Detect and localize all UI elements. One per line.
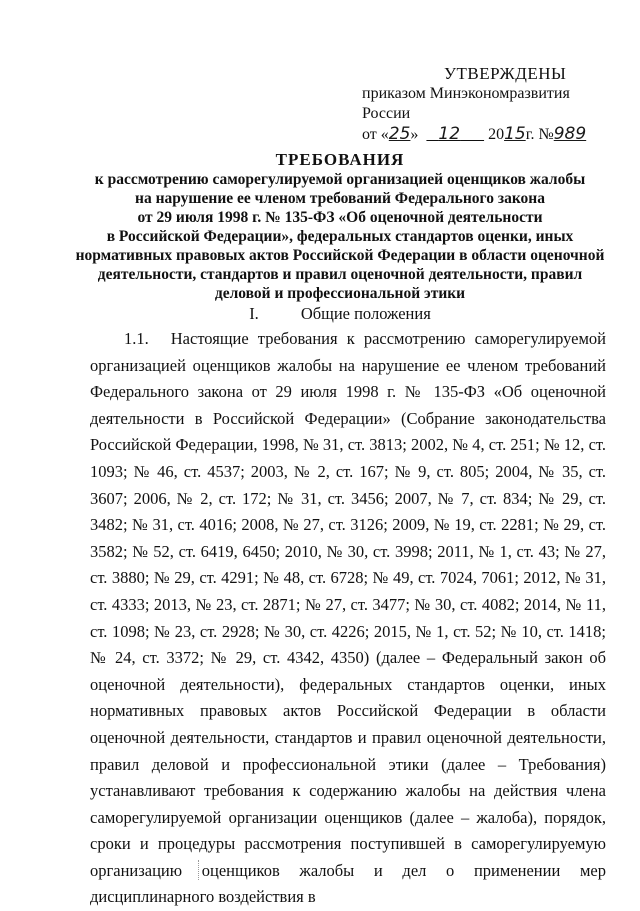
document-body <box>90 326 606 911</box>
title-main: ТРЕБОВАНИЯ <box>275 150 405 169</box>
paragraph-1-1 <box>90 326 606 911</box>
paragraph-text: Настоящие требования к рассмотрению саморегулируемой организацией оценщиков жалобы на нарушение ее членом требований Федерального закона от 29 июля 1998 г. № 135-ФЗ «Об оценочной деятельности в Российской Федерации» (Собрание законодательства Российской Федерации, 1998, № 31, ст. 3813; 2002, № 4, ст. 251; № 12, ст. 1093; № 46, ст. 4537; 2003, № 2, ст. 167; № 9, ст. 805; 2004, № 35, ст. 3607; 2006, № 2, ст. 172; № 31, ст. 3456; 2007, № 7, ст. 834; № 29, ст. 3482; № 31, ст. 4016; 2008, № 27, ст. 3126; 2009, № 19, ст. 2281; № 29, ст. 3582; № 52, ст. 6419, 6450; 2010, № 30, ст. 3998; 2011, № 1, ст. 43; № 27, ст. 3880; № 29, ст. 4291; № 48, ст. 6728; № 49, ст. 7024, 7061; 2012, № 31, ст. 4333; 2013, № 23, ст. 2871; № 27, ст. 3477; № 30, ст. 4082; 2014, № 11, ст. 1098; № 23, ст. 2928; № 30, ст. 4226; 2015, № 1, ст. 52; № 10, ст. 1418; № 24, ст. 3372; № 29, ст. 4342, 4350) (далее – Федеральный закон об оценочной деятельности), федеральных стандартов оценки, иных нормативных правовых актов Российской Федерации в области оценочной деятельности, стандартов и правил оценочной деятельности, правил деловой и профессиональной этики (далее – Требования) устанавливают требования к содержанию жалобы на действия члена саморегулируемой организации оценщиков (далее – жалоба), порядок, сроки и процедуры рассмотрения поступившей в саморегулируемую организацию оценщиков жалобы и дел о применении мер дисциплинарного воздействия в <box>90 329 606 907</box>
title-line: на нарушение ее членом требований Федерального закона <box>135 190 545 207</box>
scan-mark <box>198 860 200 880</box>
handwritten-year: 15 <box>504 124 526 144</box>
year-prefix: 20 <box>488 126 505 143</box>
title-line: от 29 июля 1998 г. № 135-ФЗ «Об оценочной деятельности <box>137 209 543 226</box>
handwritten-day: 25 <box>388 124 411 144</box>
title-line: нормативных правовых актов Российской Федерации в области оценочной <box>75 247 605 264</box>
date-prefix: от « <box>362 126 389 143</box>
title-line: деловой и профессиональной этики <box>214 285 466 302</box>
document-title <box>60 150 620 303</box>
approval-block <box>362 64 622 145</box>
handwritten-month: 12 <box>438 124 461 144</box>
section-number: I. <box>249 304 259 323</box>
title-line: деятельности, стандартов и правил оценочной деятельности, правил <box>97 266 583 283</box>
date-mid: » <box>410 126 419 143</box>
paragraph-number: 1.1. <box>124 329 149 348</box>
title-line: к рассмотрению саморегулируемой организацией оценщиков жалобы <box>94 171 586 188</box>
approval-title: УТВЕРЖДЕНЫ <box>444 64 567 83</box>
title-line: в Российской Федерации», федеральных стандартов оценки, иных <box>106 228 574 245</box>
approval-date-line <box>362 124 622 145</box>
handwritten-number: 989 <box>553 124 587 144</box>
section-heading <box>60 304 620 324</box>
section-title: Общие положения <box>300 304 431 323</box>
approval-order-line: приказом Минэкономразвития России <box>362 85 570 122</box>
year-after: г. № <box>525 126 554 143</box>
